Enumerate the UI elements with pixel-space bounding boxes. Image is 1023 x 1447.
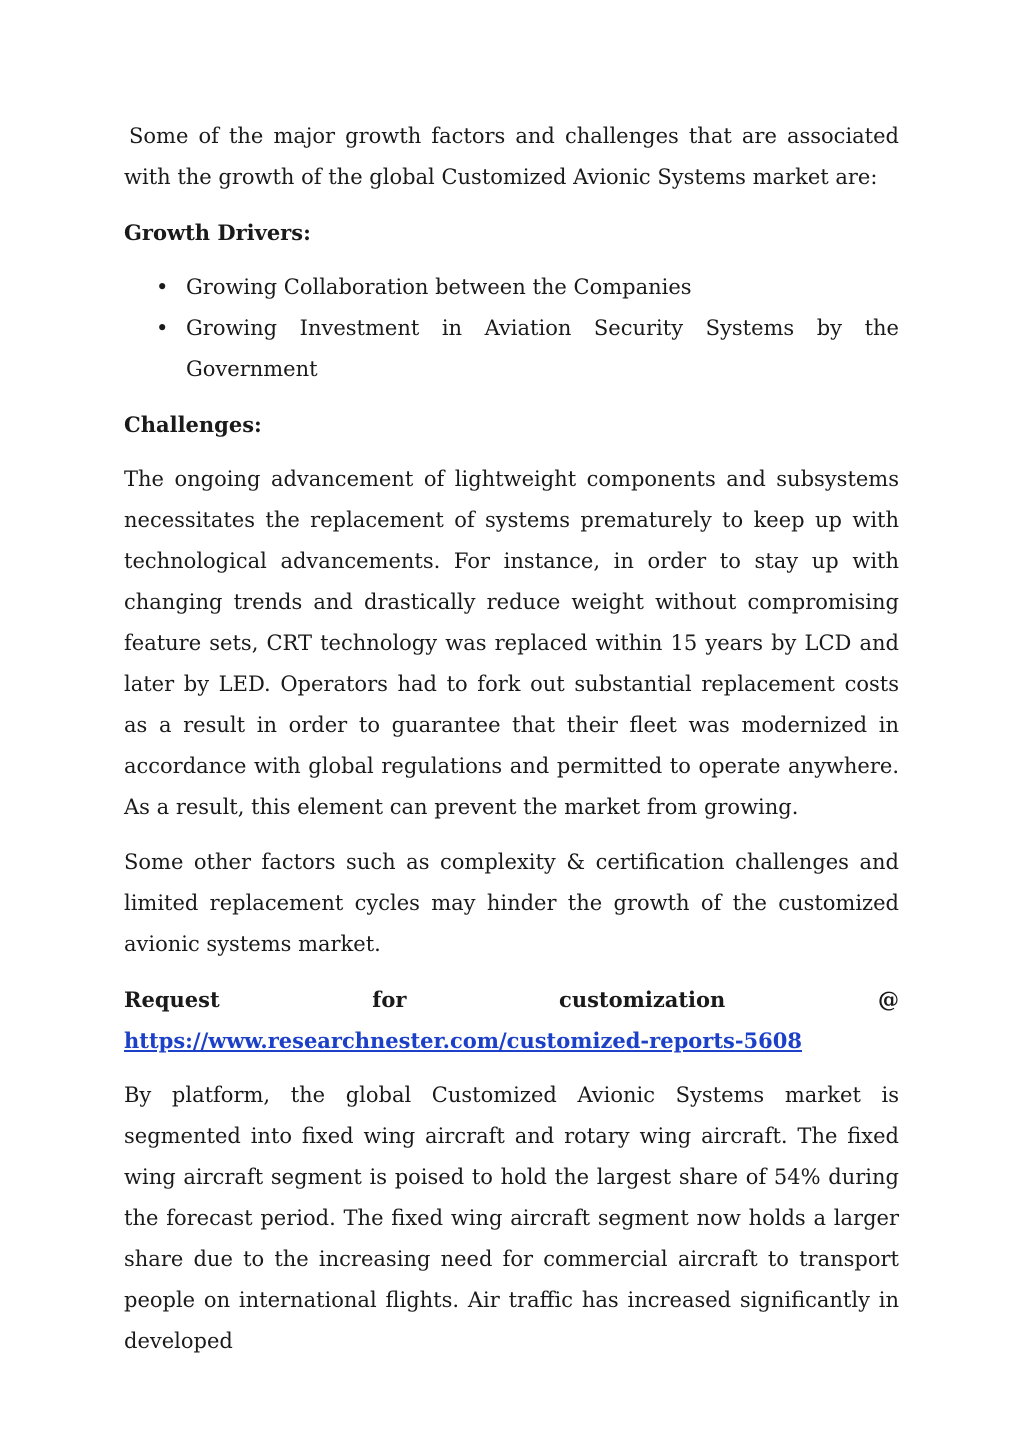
other-factors-paragraph: Some other factors such as complexity & certification challenges and limited replacement cycles may hinder the growth of the customized avionic systems market. bbox=[124, 850, 899, 956]
intro-paragraph: Some of the major growth factors and challenges that are associated with the growth of the global Customized Avionic Systems market are: bbox=[124, 124, 899, 189]
list-item-text: Growing Collaboration between the Companies bbox=[186, 275, 692, 299]
challenges-heading: Challenges: bbox=[124, 412, 262, 437]
challenges-paragraph: The ongoing advancement of lightweight components and subsystems necessitates the replacement of systems prematurely to keep up with technological advancements. For instance, in order to stay up with changing trends and drastically reduce weight without compromising feature sets, CRT technology was replaced within 15 years by LCD and later by LED. Operators had to fork out substantial replacement costs as a result in order to guarantee that their fleet was modernized in accordance with global regulations and permitted to operate anywhere. As a result, this element can prevent the market from growing. bbox=[124, 467, 899, 819]
list-item-text: Growing Investment in Aviation Security Systems by the Government bbox=[186, 316, 899, 381]
platform-paragraph: By platform, the global Customized Avionic Systems market is segmented into fixed wing aircraft and rotary wing aircraft. The fixed wing aircraft segment is poised to hold the largest share of 54% during the forecast period. The fixed wing aircraft segment now holds a larger share due to the increasing need for commercial aircraft to transport people on international flights. Air traffic has increased significantly in developed bbox=[124, 1083, 899, 1353]
request-customization bbox=[124, 979, 899, 1061]
request-line bbox=[124, 979, 899, 1020]
growth-drivers-heading: Growth Drivers: bbox=[124, 220, 311, 245]
bullet-icon: • bbox=[156, 316, 169, 340]
bullet-icon: • bbox=[156, 275, 169, 299]
request-word: @ bbox=[877, 987, 899, 1012]
list-item bbox=[124, 308, 899, 390]
request-word: Request bbox=[124, 987, 220, 1012]
request-word: for bbox=[372, 987, 407, 1012]
list-item bbox=[124, 267, 899, 308]
request-word: customization bbox=[559, 987, 726, 1012]
customization-link[interactable]: https://www.researchnester.com/customized-reports-5608 bbox=[124, 1028, 803, 1053]
document-page bbox=[124, 116, 899, 1376]
growth-drivers-list bbox=[124, 267, 899, 390]
